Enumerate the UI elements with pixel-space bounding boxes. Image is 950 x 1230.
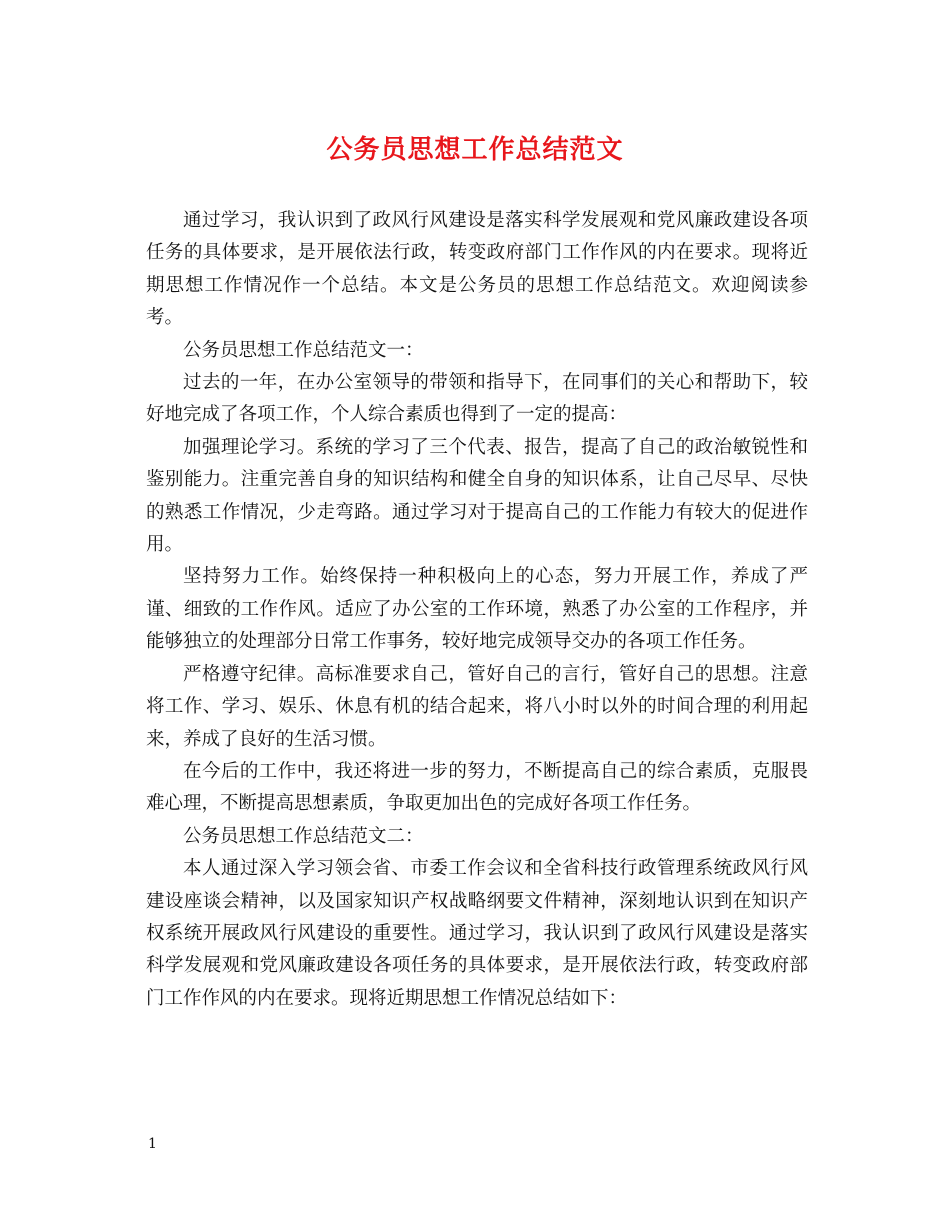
paragraph: 坚持努力工作。始终保持一种积极向上的心态，努力开展工作，养成了严谨、细致的工作作风。适应了办公室的工作环境，熟悉了办公室的工作程序，并能够独立的处理部分日常工作事务，较好地完成领导交办的各项工作任务。 bbox=[146, 566, 808, 653]
paragraph: 加强理论学习。系统的学习了三个代表、报告，提高了自己的政治敏锐性和鉴别能力。注重完善自身的知识结构和健全自身的知识体系，让自己尽早、尽快的熟悉工作情况，少走弯路。通过学习对于提高自己的工作能力有较大的促进作用。 bbox=[146, 436, 808, 556]
paragraph: 通过学习，我认识到了政风行风建设是落实科学发展观和党风廉政建设各项任务的具体要求，是开展依法行政，转变政府部门工作作风的内在要求。现将近期思想工作情况作一个总结。本文是公务员的思想工作总结范文。欢迎阅读参考。 bbox=[146, 210, 808, 329]
paragraph: 过去的一年，在办公室领导的带领和指导下，在同事们的关心和帮助下，较好地完成了各项工作，个人综合素质也得到了一定的提高： bbox=[146, 372, 808, 426]
section-heading: 公务员思想工作总结范文二： bbox=[183, 825, 424, 847]
paragraph: 严格遵守纪律。高标准要求自己，管好自己的言行，管好自己的思想。注意将工作、学习、娱乐、休息有机的结合起来，将八小时以外的时间合理的利用起来，养成了良好的生活习惯。 bbox=[146, 663, 808, 750]
page-number: 1 bbox=[148, 1136, 157, 1152]
paragraph: 在今后的工作中，我还将进一步的努力，不断提高自己的综合素质，克服畏难心理，不断提高思想素质，争取更加出色的完成好各项工作任务。 bbox=[146, 760, 808, 815]
document-body bbox=[146, 205, 808, 1015]
section-heading: 公务员思想工作总结范文一： bbox=[183, 339, 424, 361]
document-title: 公务员思想工作总结范文 bbox=[326, 135, 624, 165]
paragraph: 本人通过深入学习领会省、市委工作会议和全省科技行政管理系统政风行风建设座谈会精神，以及国家知识产权战略纲要文件精神，深刻地认识到在知识产权系统开展政风行风建设的重要性。通过学习，我认识到了政风行风建设是落实科学发展观和党风廉政建设各项任务的具体要求，是开展依法行政，转变政府部门工作作风的内在要求。现将近期思想工作情况总结如下： bbox=[146, 858, 808, 1009]
